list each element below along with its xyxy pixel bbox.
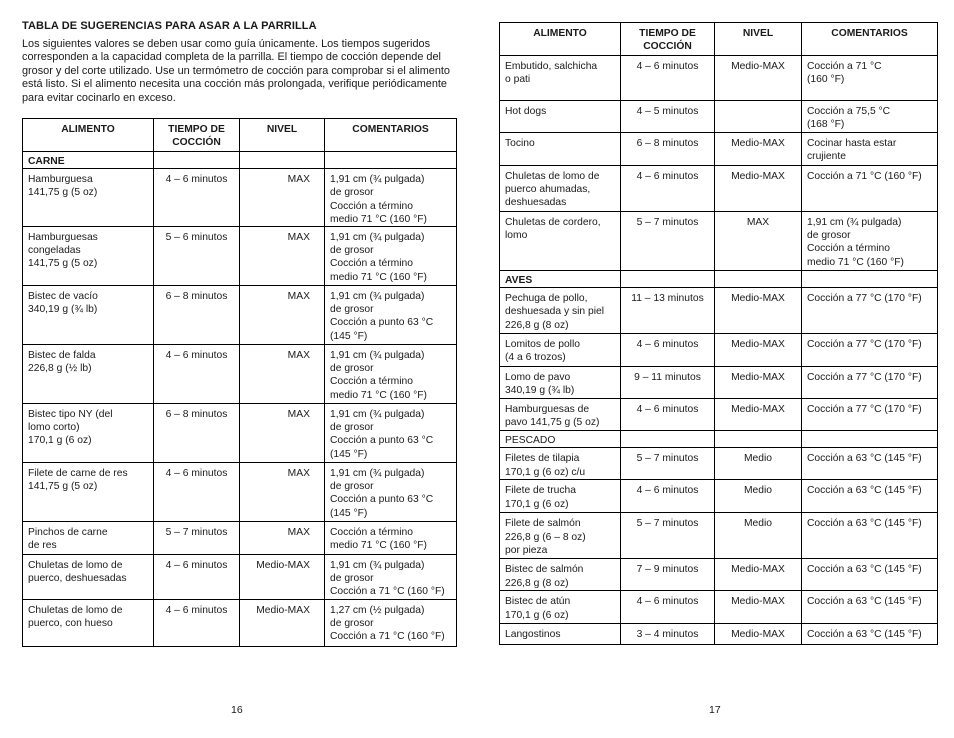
food-cell: Bistec de atún 170,1 g (6 oz) [500,591,621,624]
food-cell: Pinchos de carne de res [23,522,154,555]
food-cell: Pechuga de pollo, deshuesada y sin piel 226,8 g (8 oz) [500,288,621,334]
comments-cell: 1,91 cm (¾ pulgada) de grosor Cocción a término medio 71 °C (160 °F) [325,169,457,227]
table-row [500,133,938,166]
table-row [500,288,938,334]
food-cell: Hamburguesa 141,75 g (5 oz) [23,169,154,227]
grill-table-right [499,22,938,645]
table-row [23,227,457,286]
page-title: TABLA DE SUGERENCIAS PARA ASAR A LA PARRILLA [22,20,317,32]
page-17 [477,0,954,738]
level-cell: Medio [715,480,802,513]
time-cell: 4 – 6 minutos [621,591,715,624]
comments-cell: Cocción a 77 °C (170 °F) [802,367,938,399]
header-comments: COMENTARIOS [802,23,938,56]
time-cell: 4 – 6 minutos [154,463,240,522]
table-row [500,166,938,212]
table-row [23,169,457,227]
comments-cell: 1,27 cm (½ pulgada) de grosor Cocción a 71 °C (160 °F) [325,600,457,647]
level-cell: MAX [240,286,325,345]
empty-cell [715,271,802,288]
time-cell: 4 – 6 minutos [621,399,715,431]
section-row [500,431,938,448]
comments-cell: Cocción a 75,5 °C (168 °F) [802,101,938,133]
time-cell: 6 – 8 minutos [621,133,715,166]
time-cell: 4 – 6 minutos [621,480,715,513]
time-cell: 5 – 7 minutos [621,448,715,480]
table-row [500,367,938,399]
page-number: 16 [231,704,243,716]
time-cell: 11 – 13 minutos [621,288,715,334]
time-cell: 5 – 7 minutos [621,212,715,271]
level-cell: MAX [240,522,325,555]
comments-cell: Cocción a 63 °C (145 °F) [802,480,938,513]
comments-cell: 1,91 cm (¾ pulgada) de grosor Cocción a punto 63 °C (145 °F) [325,286,457,345]
table-row [23,404,457,463]
empty-cell [154,152,240,169]
time-cell: 4 – 6 minutos [154,169,240,227]
table-row [500,399,938,431]
table-row [23,463,457,522]
comments-cell: Cocción a 71 °C (160 °F) [802,56,938,101]
level-cell: Medio [715,448,802,480]
header-comments: COMENTARIOS [325,119,457,152]
comments-cell: 1,91 cm (¾ pulgada) de grosor Cocción a punto 63 °C (145 °F) [325,463,457,522]
comments-cell: Cocción a 71 °C (160 °F) [802,166,938,212]
time-cell: 4 – 6 minutos [154,555,240,600]
level-cell: Medio-MAX [715,367,802,399]
empty-cell [802,271,938,288]
table-row [500,559,938,591]
table-row [500,56,938,101]
empty-cell [621,271,715,288]
comments-cell: 1,91 cm (¾ pulgada) de grosor Cocción a término medio 71 °C (160 °F) [325,227,457,286]
header-food: ALIMENTO [500,23,621,56]
food-cell: Langostinos [500,624,621,645]
food-cell: Hamburguesas de pavo 141,75 g (5 oz) [500,399,621,431]
food-cell: Chuletas de lomo de puerco, con hueso [23,600,154,647]
page-number: 17 [709,704,721,716]
time-cell: 4 – 6 minutos [621,334,715,367]
time-cell: 5 – 7 minutos [154,522,240,555]
comments-cell: Cocción a 77 °C (170 °F) [802,334,938,367]
comments-cell: Cocción a 63 °C (145 °F) [802,559,938,591]
section-label: CARNE [23,152,154,169]
empty-cell [802,431,938,448]
header-level: NIVEL [240,119,325,152]
section-row [500,271,938,288]
food-cell: Bistec tipo NY (del lomo corto) 170,1 g (6 oz) [23,404,154,463]
table-row [500,334,938,367]
time-cell: 3 – 4 minutos [621,624,715,645]
time-cell: 4 – 6 minutos [154,345,240,404]
table-row [500,101,938,133]
comments-cell: Cocción a 63 °C (145 °F) [802,624,938,645]
header-time: TIEMPO DE COCCIÓN [154,119,240,152]
level-cell: MAX [715,212,802,271]
food-cell: Chuletas de cordero, lomo [500,212,621,271]
table-row [23,286,457,345]
time-cell: 9 – 11 minutos [621,367,715,399]
level-cell: Medio-MAX [715,624,802,645]
table-row [500,513,938,559]
time-cell: 4 – 6 minutos [154,600,240,647]
table-row [500,212,938,271]
time-cell: 5 – 7 minutos [621,513,715,559]
level-cell: Medio-MAX [715,334,802,367]
table-header-row [23,119,457,152]
comments-cell: Cocción a 63 °C (145 °F) [802,591,938,624]
header-level: NIVEL [715,23,802,56]
time-cell: 4 – 6 minutos [621,166,715,212]
table-header-row [500,23,938,56]
level-cell: MAX [240,404,325,463]
table-row [500,480,938,513]
table-row [500,624,938,645]
food-cell: Filete de salmón 226,8 g (6 – 8 oz) por pieza [500,513,621,559]
level-cell: MAX [240,345,325,404]
food-cell: Filete de trucha 170,1 g (6 oz) [500,480,621,513]
time-cell: 6 – 8 minutos [154,404,240,463]
comments-cell: Cocción a término medio 71 °C (160 °F) [325,522,457,555]
comments-cell: Cocinar hasta estar crujiente [802,133,938,166]
level-cell: Medio-MAX [240,555,325,600]
food-cell: Tocino [500,133,621,166]
food-cell: Hamburguesas congeladas 141,75 g (5 oz) [23,227,154,286]
level-cell: MAX [240,169,325,227]
empty-cell [325,152,457,169]
empty-cell [240,152,325,169]
comments-cell: 1,91 cm (¾ pulgada) de grosor Cocción a término medio 71 °C (160 °F) [325,345,457,404]
time-cell: 5 – 6 minutos [154,227,240,286]
level-cell: Medio-MAX [715,56,802,101]
food-cell: Bistec de falda 226,8 g (½ lb) [23,345,154,404]
section-label: PESCADO [500,431,621,448]
table-row [23,555,457,600]
level-cell: MAX [240,463,325,522]
intro-paragraph: Los siguientes valores se deben usar como guía únicamente. Los tiempos sugeridos corresponden a la capacidad completa de la parrilla. El tiempo de cocción depende del grosor y del corte utilizado. Use un termómetro de cocción para comprobar si el alimento está listo. Si el alimento necesita una cocción más prolongada, verifique periódicamente para evitar cocinarlo en exceso. [22,38,450,104]
food-cell: Chuletas de lomo de puerco ahumadas, deshuesadas [500,166,621,212]
table-row [23,522,457,555]
time-cell: 4 – 6 minutos [621,56,715,101]
table-body [500,56,938,645]
level-cell [715,101,802,133]
time-cell: 7 – 9 minutos [621,559,715,591]
level-cell: Medio-MAX [240,600,325,647]
empty-cell [621,431,715,448]
level-cell: Medio-MAX [715,133,802,166]
comments-cell: 1,91 cm (¾ pulgada) de grosor Cocción a punto 63 °C (145 °F) [325,404,457,463]
table-row [23,600,457,647]
food-cell: Bistec de salmón 226,8 g (8 oz) [500,559,621,591]
level-cell: Medio-MAX [715,166,802,212]
comments-cell: Cocción a 63 °C (145 °F) [802,513,938,559]
food-cell: Filetes de tilapia 170,1 g (6 oz) c/u [500,448,621,480]
food-cell: Filete de carne de res 141,75 g (5 oz) [23,463,154,522]
table-row [23,345,457,404]
food-cell: Bistec de vacío 340,19 g (¾ lb) [23,286,154,345]
header-time: TIEMPO DE COCCIÓN [621,23,715,56]
time-cell: 6 – 8 minutos [154,286,240,345]
level-cell: Medio [715,513,802,559]
comments-cell: 1,91 cm (¾ pulgada) de grosor Cocción a término medio 71 °C (160 °F) [802,212,938,271]
level-cell: Medio-MAX [715,288,802,334]
level-cell: MAX [240,227,325,286]
empty-cell [715,431,802,448]
header-food: ALIMENTO [23,119,154,152]
food-cell: Lomo de pavo 340,19 g (¾ lb) [500,367,621,399]
comments-cell: Cocción a 77 °C (170 °F) [802,288,938,334]
food-cell: Embutido, salchicha o pati [500,56,621,101]
section-row [23,152,457,169]
grill-table-left [22,118,457,647]
food-cell: Chuletas de lomo de puerco, deshuesadas [23,555,154,600]
food-cell: Lomitos de pollo (4 a 6 trozos) [500,334,621,367]
level-cell: Medio-MAX [715,399,802,431]
level-cell: Medio-MAX [715,591,802,624]
food-cell: Hot dogs [500,101,621,133]
table-body [23,152,457,647]
comments-cell: 1,91 cm (¾ pulgada) de grosor Cocción a 71 °C (160 °F) [325,555,457,600]
time-cell: 4 – 5 minutos [621,101,715,133]
section-label: AVES [500,271,621,288]
level-cell: Medio-MAX [715,559,802,591]
comments-cell: Cocción a 63 °C (145 °F) [802,448,938,480]
table-row [500,448,938,480]
comments-cell: Cocción a 77 °C (170 °F) [802,399,938,431]
table-row [500,591,938,624]
